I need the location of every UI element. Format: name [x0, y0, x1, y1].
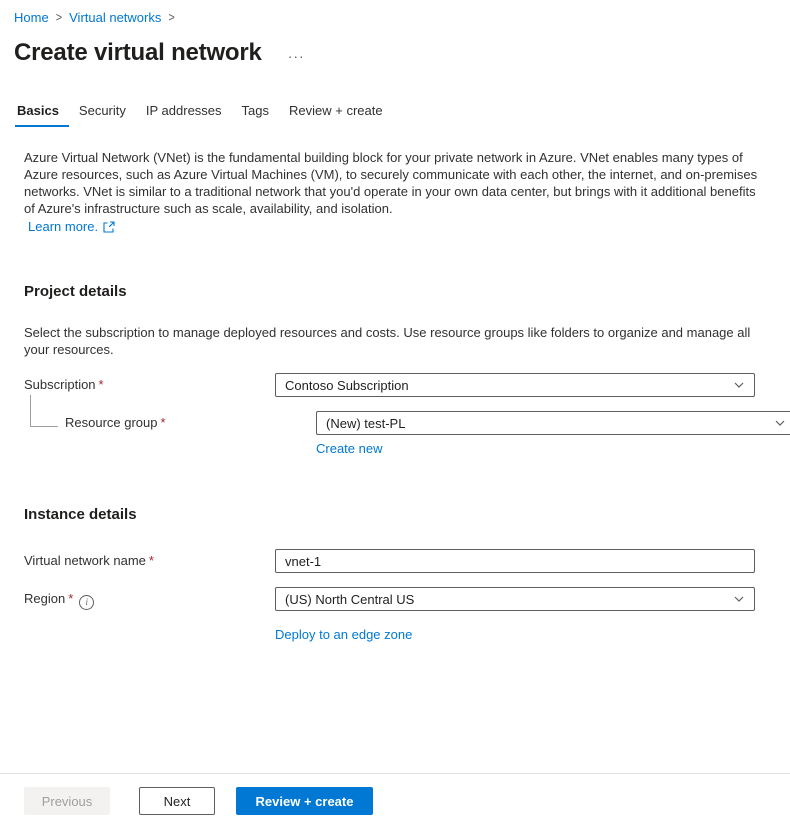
intro-text: Azure Virtual Network (VNet) is the fundamental building block for your private network in Azure. VNet enables many types of Azure resources, such as Azure Virtual Machines (VM), to securely communicate with each other, the internet, and on-premises networks. VNet is similar to a traditional network that you'd operate in your own data center, but brings with it additional benefits of Azure's infrastructure such as scale, availability, and isolation. [24, 150, 758, 216]
resource-group-value: (New) test-PL [326, 415, 406, 431]
subscription-label-text: Subscription [24, 377, 96, 392]
tab-bar [15, 103, 790, 127]
resource-group-row [24, 411, 790, 456]
learn-more-link[interactable]: Learn more. [28, 219, 99, 234]
region-row [24, 587, 790, 642]
info-icon[interactable]: i [79, 595, 94, 610]
subscription-dropdown[interactable] [275, 373, 755, 397]
title-row [14, 39, 790, 67]
more-options-icon[interactable]: ··· [287, 48, 305, 64]
previous-button[interactable]: Previous [24, 787, 110, 815]
next-button[interactable]: Next [139, 787, 215, 815]
tab-ip-addresses[interactable]: IP addresses [145, 103, 222, 118]
breadcrumb-link-home[interactable]: Home [14, 10, 49, 25]
required-asterisk: * [98, 377, 104, 392]
required-asterisk: * [68, 591, 74, 606]
subscription-row [24, 373, 790, 397]
vnet-name-label [24, 549, 275, 568]
breadcrumb [0, 0, 790, 25]
vnet-name-input[interactable] [275, 549, 755, 573]
required-asterisk: * [160, 415, 166, 430]
chevron-down-icon [774, 417, 786, 429]
resource-group-label-text: Resource group [65, 415, 158, 430]
chevron-down-icon [733, 379, 745, 391]
tab-review-create[interactable]: Review + create [289, 103, 383, 118]
create-new-resource-group-link[interactable]: Create new [316, 441, 383, 456]
page-title: Create virtual network [14, 39, 262, 66]
breadcrumb-link-virtual-networks[interactable]: Virtual networks [69, 10, 162, 25]
wizard-footer [0, 773, 790, 828]
breadcrumb-separator-icon: > [55, 10, 63, 25]
external-link-icon [103, 221, 115, 233]
subscription-value: Contoso Subscription [285, 377, 409, 393]
region-label [24, 587, 275, 610]
tab-tags[interactable]: Tags [241, 103, 269, 118]
resource-group-dropdown[interactable] [316, 411, 790, 435]
required-asterisk: * [148, 553, 154, 568]
region-label-text: Region [24, 591, 66, 606]
child-field-connector [30, 395, 58, 427]
tab-security[interactable]: Security [78, 103, 126, 118]
vnet-name-label-text: Virtual network name [24, 553, 146, 568]
project-details-description: Select the subscription to manage deployed resources and costs. Use resource groups like folders to organize and manage all your resources. [24, 325, 751, 357]
vnet-name-row [24, 549, 790, 573]
project-details-heading: Project details [24, 283, 127, 300]
tab-basics[interactable]: Basics [15, 103, 69, 127]
instance-details-heading: Instance details [24, 506, 137, 523]
review-create-button[interactable]: Review + create [236, 787, 373, 815]
chevron-down-icon [733, 593, 745, 605]
region-dropdown[interactable] [275, 587, 755, 611]
breadcrumb-separator-icon: > [168, 10, 175, 25]
region-value: (US) North Central US [285, 591, 415, 607]
intro-section [24, 149, 764, 235]
resource-group-label [24, 411, 316, 430]
deploy-edge-zone-link[interactable]: Deploy to an edge zone [275, 627, 413, 642]
subscription-label [24, 373, 275, 392]
